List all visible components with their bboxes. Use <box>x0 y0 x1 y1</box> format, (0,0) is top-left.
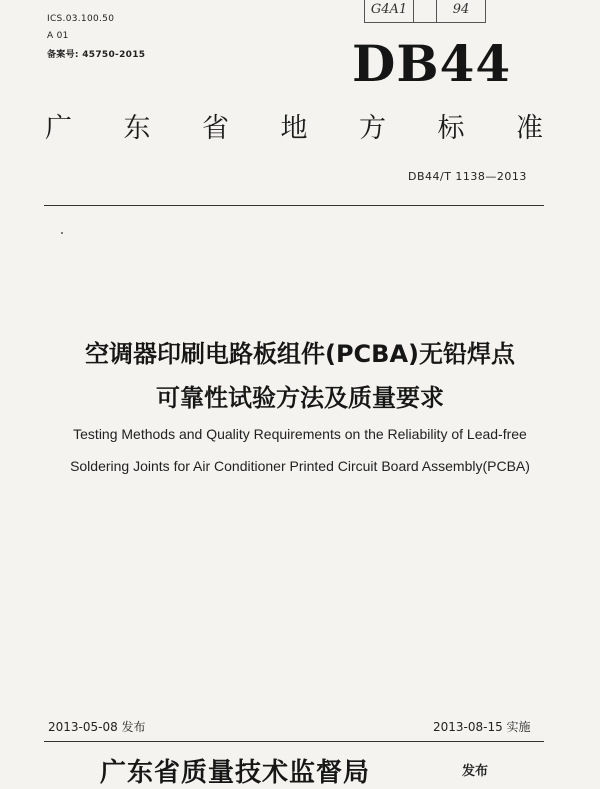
top-divider <box>44 205 544 206</box>
title-zh-line1: 空调器印刷电路板组件(PCBA)无铅焊点 <box>84 340 515 368</box>
title-en-line2: Soldering Joints for Air Conditioner Printed Circuit Board Assembly(PCBA) <box>70 458 530 474</box>
standard-type-char: 准 <box>516 113 543 144</box>
standard-type-char: 方 <box>359 113 386 144</box>
standard-type-char: 省 <box>202 113 229 144</box>
title-en-line1: Testing Methods and Quality Requirements on the Reliability of Lead-free <box>73 426 527 442</box>
title-zh-line2: 可靠性试验方法及质量要求 <box>156 384 444 412</box>
document-number: DB44/T 1138—2013 <box>408 170 527 183</box>
bottom-divider <box>44 741 544 742</box>
issuing-authority: 广东省质量技术监督局 <box>100 758 371 788</box>
standard-type-char: 地 <box>280 113 308 144</box>
speck <box>61 232 63 234</box>
stamp-number: 94 <box>452 2 470 17</box>
standard-type-heading <box>45 106 543 145</box>
standard-code-logo: DB44 <box>352 34 512 93</box>
publish-date: 2013-05-08 发布 <box>48 720 146 734</box>
stamp-blank <box>414 0 437 22</box>
filing-number: 备案号: 45750-2015 <box>47 50 146 60</box>
standard-type-char: 东 <box>123 113 151 144</box>
issued-label: 发布 <box>462 764 489 779</box>
ics-code: ICS.03.100.50 <box>47 14 115 24</box>
effective-date: 2013-08-15 实施 <box>433 720 531 734</box>
archive-stamp <box>364 0 486 23</box>
standard-type-char: 广 <box>45 113 72 144</box>
standard-type-char: 标 <box>437 113 465 144</box>
stamp-code: G4A1 <box>365 0 414 22</box>
ccs-code: A 01 <box>47 31 69 41</box>
